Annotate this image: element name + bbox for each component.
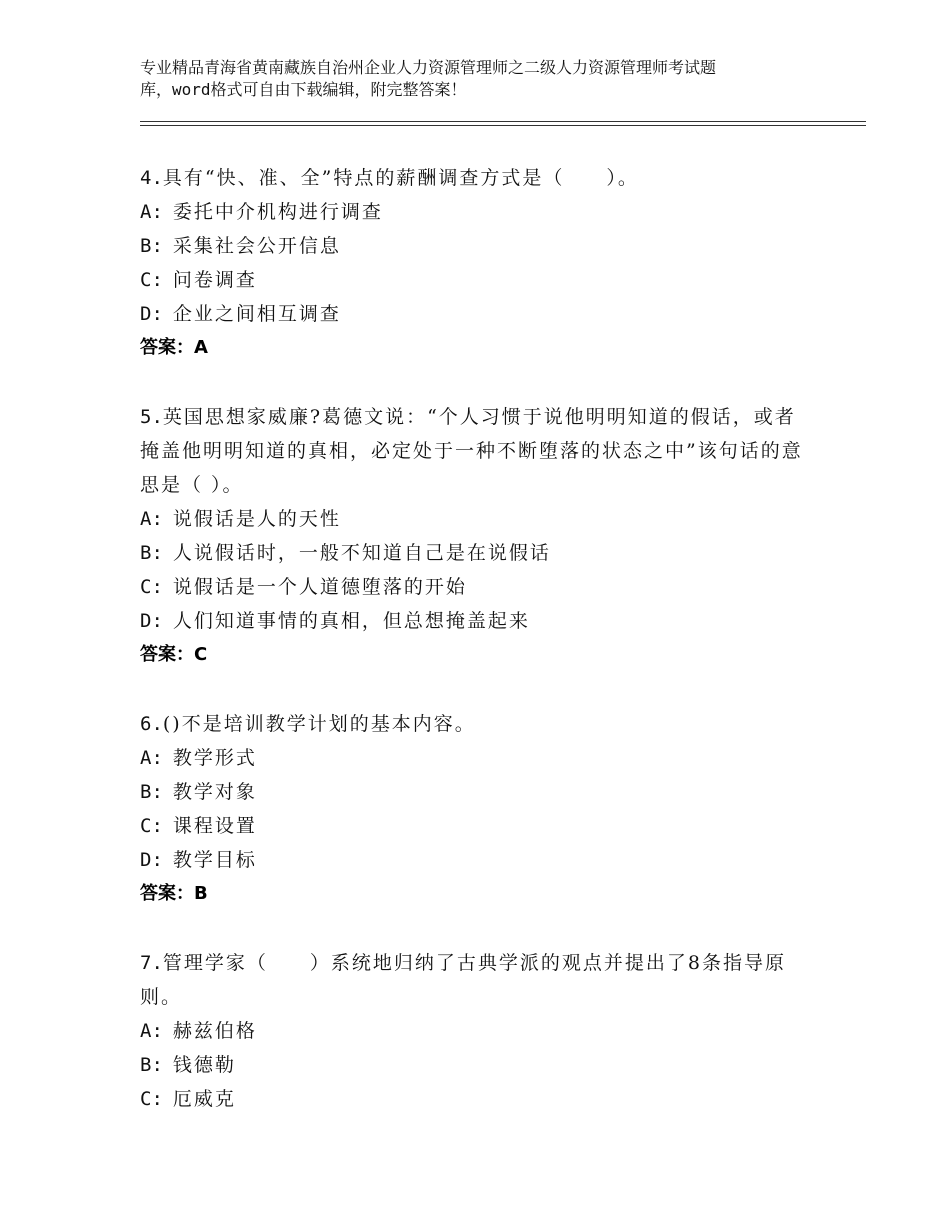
option-letter: C:: [140, 815, 163, 837]
question-stem: 英国思想家威廉?葛德文说：“个人习惯于说他明明知道的假话，或者掩盖他明明知道的真相，必定处于一种不断堕落的状态之中”该句话的意思是（ ）。: [140, 406, 803, 496]
question-stem: ()不是培训教学计划的基本内容。: [162, 713, 476, 735]
question-5: [140, 400, 810, 672]
answer-value: C: [194, 644, 208, 665]
option-text: 课程设置: [172, 815, 257, 837]
option-text: 厄威克: [172, 1088, 236, 1110]
option-d: [140, 297, 810, 331]
option-letter: A:: [140, 1020, 163, 1042]
answer-label: 答案：: [140, 337, 194, 358]
question-7: [140, 946, 810, 1116]
option-text: 人说假话时，一般不知道自己是在说假话: [172, 542, 551, 564]
option-letter: B:: [140, 235, 163, 257]
option-c: [140, 570, 810, 604]
answer-line: [140, 877, 810, 911]
option-letter: A:: [140, 508, 163, 530]
question-number: 7.: [140, 952, 163, 974]
question-6: [140, 707, 810, 911]
option-letter: D:: [140, 303, 163, 325]
option-b: [140, 229, 810, 263]
answer-line: [140, 638, 810, 672]
option-letter: C:: [140, 269, 163, 291]
answer-line: [140, 331, 810, 365]
answer-label: 答案：: [140, 644, 194, 665]
option-a: [140, 195, 810, 229]
question-stem: 具有“快、准、全”特点的薪酬调查方式是（ ）。: [162, 167, 639, 189]
question-4: [140, 161, 810, 365]
header-double-rule: [140, 121, 866, 126]
question-text: [140, 946, 810, 1014]
option-letter: B:: [140, 1054, 163, 1076]
option-text: 说假话是人的天性: [172, 508, 341, 530]
question-text: [140, 400, 810, 502]
option-letter: D:: [140, 849, 163, 871]
question-number: 4.: [140, 167, 163, 189]
option-a: [140, 502, 810, 536]
option-text: 教学目标: [172, 849, 257, 871]
option-c: [140, 263, 810, 297]
option-text: 委托中介机构进行调查: [172, 201, 383, 223]
option-b: [140, 536, 810, 570]
option-d: [140, 843, 810, 877]
option-c: [140, 809, 810, 843]
answer-value: A: [194, 337, 208, 358]
option-letter: A:: [140, 201, 163, 223]
option-text: 说假话是一个人道德堕落的开始: [172, 576, 467, 598]
document-header: [140, 57, 840, 101]
question-text: [140, 161, 810, 195]
option-letter: C:: [140, 1088, 163, 1110]
option-text: 钱德勒: [172, 1054, 236, 1076]
option-text: 教学对象: [172, 781, 257, 803]
question-text: [140, 707, 810, 741]
option-d: [140, 604, 810, 638]
header-title-line-2: 库，word格式可自由下载编辑，附完整答案！: [140, 80, 467, 99]
option-a: [140, 1014, 810, 1048]
question-number: 5.: [140, 406, 163, 428]
option-text: 企业之间相互调查: [172, 303, 341, 325]
option-text: 采集社会公开信息: [172, 235, 341, 257]
option-a: [140, 741, 810, 775]
option-text: 问卷调查: [172, 269, 257, 291]
option-letter: A:: [140, 747, 163, 769]
option-letter: B:: [140, 542, 163, 564]
header-title-line-1: 专业精品青海省黄南藏族自治州企业人力资源管理师之二级人力资源管理师考试题: [140, 58, 717, 77]
option-letter: B:: [140, 781, 163, 803]
option-letter: D:: [140, 610, 163, 632]
option-b: [140, 775, 810, 809]
option-c: [140, 1082, 810, 1116]
option-text: 人们知道事情的真相，但总想掩盖起来: [172, 610, 530, 632]
question-number: 6.: [140, 713, 163, 735]
question-list: [140, 161, 810, 1151]
answer-value: B: [194, 883, 208, 904]
option-b: [140, 1048, 810, 1082]
option-text: 赫兹伯格: [172, 1020, 257, 1042]
option-letter: C:: [140, 576, 163, 598]
question-stem: 管理学家（ ）系统地归纳了古典学派的观点并提出了8条指导原则。: [140, 952, 786, 1008]
option-text: 教学形式: [172, 747, 257, 769]
answer-label: 答案：: [140, 883, 194, 904]
